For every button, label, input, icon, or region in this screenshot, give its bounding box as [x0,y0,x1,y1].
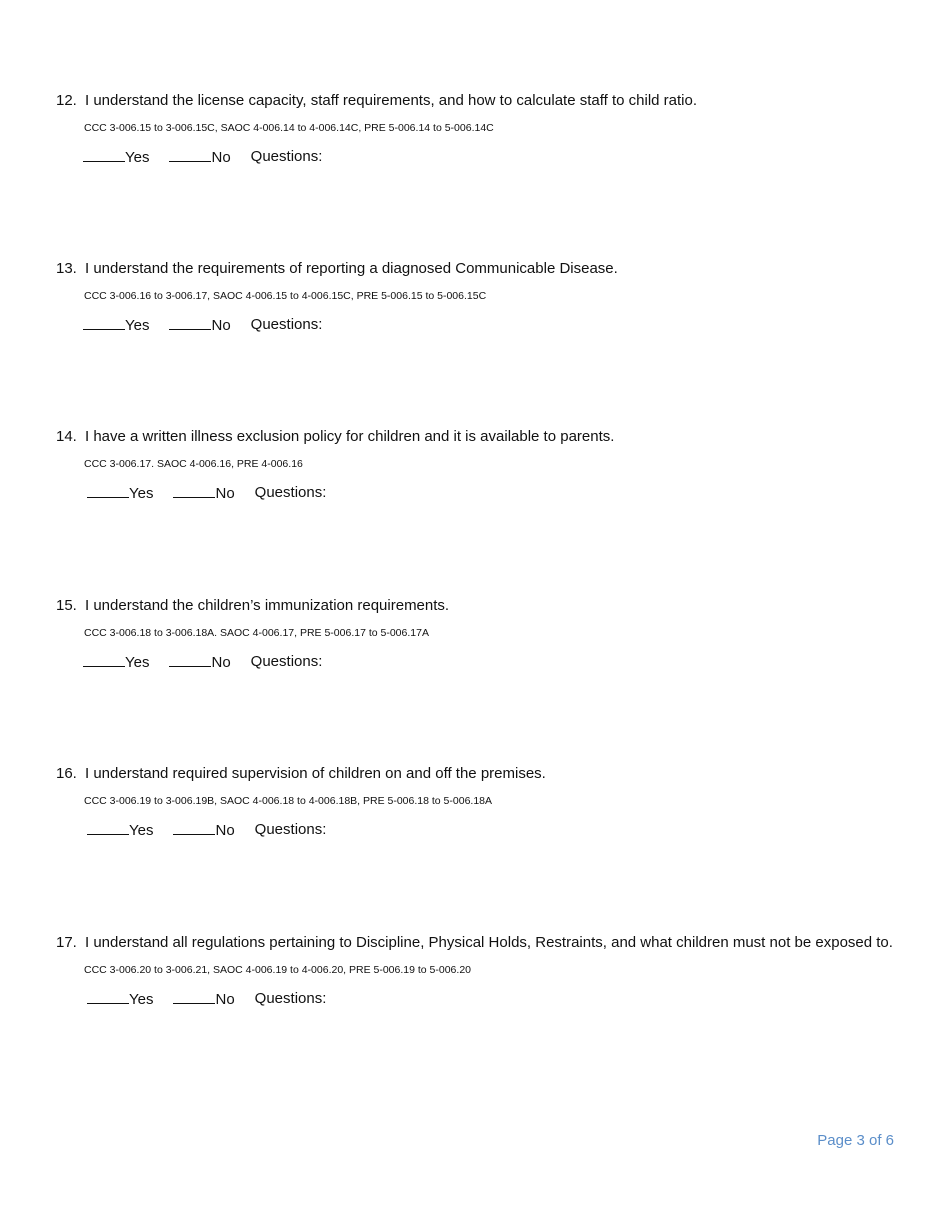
yes-option[interactable] [83,652,149,673]
page-number: Page 3 of 6 [817,1132,894,1149]
question-text: I understand all regulations pertaining to Discipline, Physical Holds, Restraints, and what children must not be exposed to. [85,934,893,951]
yes-option[interactable] [87,989,153,1010]
yes-blank[interactable] [83,315,125,330]
questions-label: Questions: [250,653,323,670]
question-number: 12. [56,92,77,109]
question-text: I understand the children’s immunization requirements. [85,597,450,614]
question-text: I understand the license capacity, staff requirements, and how to calculate staff to child ratio. [85,92,698,109]
no-option[interactable] [173,483,234,504]
no-label: No [215,822,235,839]
checklist-item-13 [56,258,896,336]
regulation-reference: CCC 3-006.20 to 3-006.21, SAOC 4-006.19 to 4-006.20, PRE 5-006.19 to 5-006.20 [84,964,471,976]
no-label: No [215,991,235,1008]
yes-label: Yes [125,317,150,334]
answer-row [87,483,896,504]
no-option[interactable] [169,147,230,168]
question-number: 13. [56,260,77,277]
yes-blank[interactable] [87,820,129,835]
questions-label: Questions: [254,821,327,838]
no-blank[interactable] [169,652,211,667]
yes-blank[interactable] [87,989,129,1004]
no-blank[interactable] [173,820,215,835]
yes-option[interactable] [87,483,153,504]
no-option[interactable] [173,820,234,841]
checklist-item-12 [56,90,896,168]
answer-row [83,315,896,336]
yes-option[interactable] [83,315,149,336]
question-number: 14. [56,428,77,445]
no-blank[interactable] [173,483,215,498]
no-label: No [211,149,231,166]
checklist-item-14 [56,426,896,504]
regulation-reference: CCC 3-006.15 to 3-006.15C, SAOC 4-006.14 to 4-006.14C, PRE 5-006.14 to 5-006.14C [84,122,494,134]
yes-option[interactable] [87,820,153,841]
question-number: 15. [56,597,77,614]
regulation-reference: CCC 3-006.16 to 3-006.17, SAOC 4-006.15 to 4-006.15C, PRE 5-006.15 to 5-006.15C [84,290,487,302]
no-label: No [211,317,231,334]
question [56,258,896,280]
no-blank[interactable] [169,315,211,330]
yes-label: Yes [129,991,154,1008]
regulation-reference: CCC 3-006.18 to 3-006.18A. SAOC 4-006.17, PRE 5-006.17 to 5-006.17A [84,627,429,639]
yes-blank[interactable] [87,483,129,498]
answer-row [87,820,896,841]
question [56,595,896,617]
yes-label: Yes [129,822,154,839]
no-blank[interactable] [173,989,215,1004]
questions-label: Questions: [250,148,323,165]
no-option[interactable] [173,989,234,1010]
question-number: 17. [56,934,77,951]
yes-blank[interactable] [83,147,125,162]
regulation-reference: CCC 3-006.19 to 3-006.19B, SAOC 4-006.18 to 4-006.18B, PRE 5-006.18 to 5-006.18A [84,795,493,807]
questions-label: Questions: [250,316,323,333]
question [56,932,896,954]
question-text: I have a written illness exclusion policy for children and it is available to parents. [85,428,615,445]
yes-label: Yes [125,149,150,166]
question-number: 16. [56,765,77,782]
checklist-item-17 [56,932,896,1010]
yes-option[interactable] [83,147,149,168]
question [56,90,896,112]
yes-label: Yes [125,654,150,671]
question [56,763,896,785]
questions-label: Questions: [254,484,327,501]
question-text: I understand required supervision of children on and off the premises. [85,765,546,782]
question [56,426,896,448]
no-label: No [211,654,231,671]
no-blank[interactable] [169,147,211,162]
yes-blank[interactable] [83,652,125,667]
answer-row [83,652,896,673]
answer-row [87,989,896,1010]
regulation-reference: CCC 3-006.17. SAOC 4-006.16, PRE 4-006.16 [84,458,303,470]
checklist-item-15 [56,595,896,673]
yes-label: Yes [129,485,154,502]
question-text: I understand the requirements of reporting a diagnosed Communicable Disease. [85,260,618,277]
checklist-item-16 [56,763,896,841]
no-option[interactable] [169,315,230,336]
answer-row [83,147,896,168]
no-label: No [215,485,235,502]
questions-label: Questions: [254,990,327,1007]
no-option[interactable] [169,652,230,673]
